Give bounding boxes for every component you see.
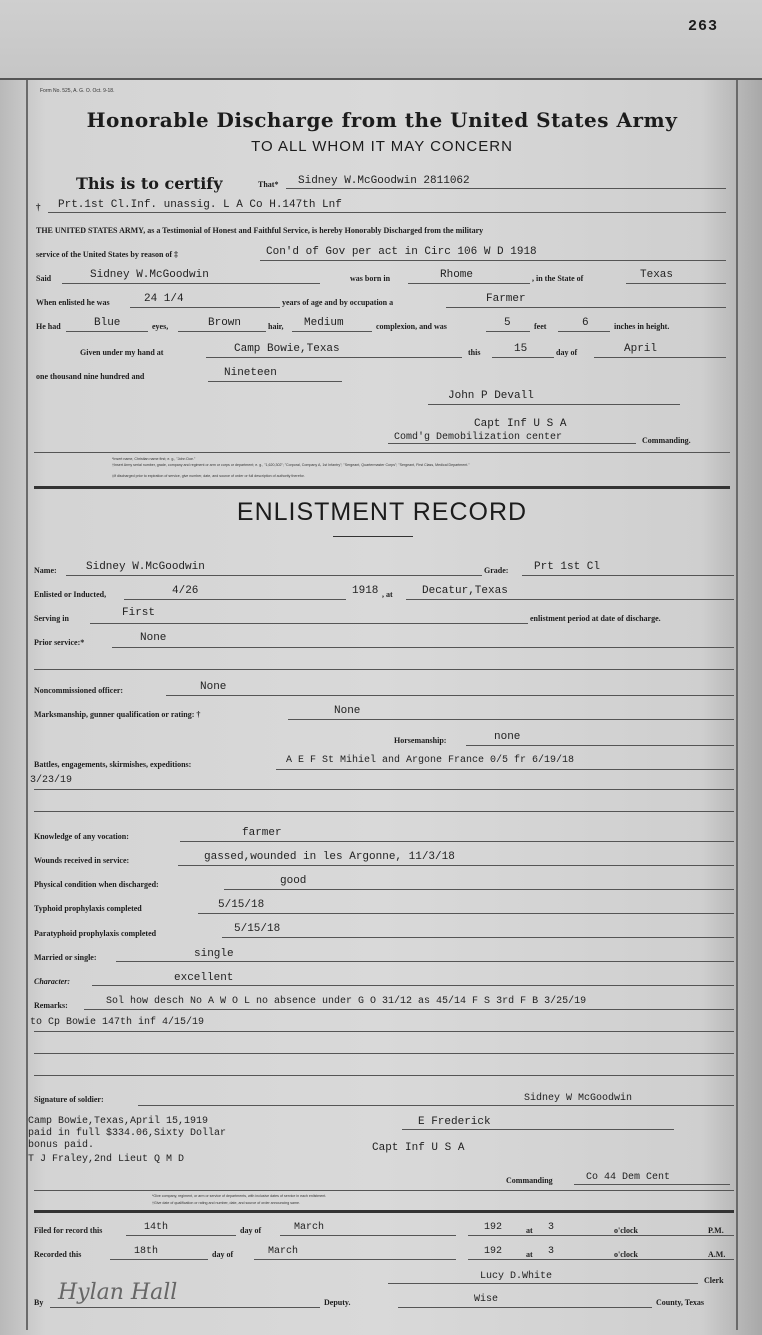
rule bbox=[126, 1235, 236, 1236]
typhoid-label: Typhoid prophylaxis completed bbox=[34, 904, 142, 913]
filed-day: 14th bbox=[144, 1222, 169, 1233]
paratyphoid-label: Paratyphoid prophylaxis completed bbox=[34, 929, 157, 938]
rule bbox=[48, 212, 726, 213]
rule bbox=[402, 1129, 674, 1130]
inducted-label: Enlisted or Inducted, bbox=[34, 590, 107, 599]
rule bbox=[62, 283, 320, 284]
remarks-label: Remarks: bbox=[34, 1001, 68, 1010]
battles-label: Battles, engagements, skirmishes, expeditions: bbox=[34, 760, 192, 769]
paid-line-4: T J Fraley,2nd Lieut Q M D bbox=[28, 1154, 185, 1165]
rule bbox=[208, 381, 342, 382]
recorded-at-label: at bbox=[526, 1250, 533, 1259]
recorded-hour: 3 bbox=[548, 1246, 555, 1257]
am-label: A.M. bbox=[708, 1250, 726, 1259]
wounds-label: Wounds received in service: bbox=[34, 856, 130, 865]
state: Texas bbox=[640, 269, 674, 281]
marital-status: single bbox=[194, 948, 234, 960]
rule bbox=[34, 1075, 734, 1076]
physical-condition: good bbox=[280, 875, 307, 887]
feet-label: feet bbox=[534, 322, 547, 331]
rule bbox=[466, 745, 734, 746]
eye-color: Blue bbox=[94, 317, 121, 329]
grade: Prt 1st Cl bbox=[534, 561, 601, 573]
battles-line-2: 3/23/19 bbox=[30, 775, 73, 786]
prior-label: Prior service:* bbox=[34, 638, 85, 647]
nco-label: Noncommissioned officer: bbox=[34, 686, 124, 695]
given-day: 15 bbox=[514, 343, 528, 355]
officer-name: John P Devall bbox=[448, 390, 534, 402]
rule bbox=[180, 841, 734, 842]
dagger-mark: † bbox=[36, 202, 41, 212]
eyes-label: eyes, bbox=[152, 322, 169, 331]
year-label: one thousand nine hundred and bbox=[36, 372, 145, 381]
rule bbox=[626, 283, 726, 284]
pm-label: P.M. bbox=[708, 1226, 724, 1235]
battles-line-1: A E F St Mihiel and Argone France 0/5 fr 6/19/18 bbox=[286, 755, 575, 766]
remarks-line-1: Sol how desch No A W O L no absence under G O 31/12 as 45/14 F S 3rd F B 3/25/19 bbox=[106, 996, 587, 1007]
rule bbox=[388, 1283, 698, 1284]
officer-rank: Capt Inf U S A bbox=[474, 418, 567, 430]
army-text-2: service of the United States by reason of ‡ bbox=[36, 250, 179, 259]
hair-label: hair, bbox=[268, 322, 284, 331]
inches-label: inches in height. bbox=[614, 322, 670, 331]
born-place: Rhome bbox=[440, 269, 474, 281]
vocation: farmer bbox=[242, 827, 282, 839]
physical-label: Physical condition when discharged: bbox=[34, 880, 159, 889]
paid-line-1: Camp Bowie,Texas,April 15,1919 bbox=[28, 1116, 209, 1127]
rule bbox=[84, 1009, 734, 1010]
rule bbox=[286, 188, 726, 189]
rule bbox=[492, 357, 554, 358]
rule bbox=[116, 961, 734, 962]
rule bbox=[398, 1307, 652, 1308]
enlistment-title: ENLISTMENT RECORD bbox=[236, 498, 528, 526]
soldier-signature: Sidney W McGoodwin bbox=[524, 1093, 633, 1104]
marksmanship-label: Marksmanship, gunner qualification or rating: † bbox=[34, 710, 201, 719]
typhoid-date: 5/15/18 bbox=[218, 899, 265, 911]
rule bbox=[178, 865, 734, 866]
rule bbox=[198, 913, 734, 914]
rule bbox=[280, 1235, 456, 1236]
born-label: was born in bbox=[350, 274, 391, 283]
rule bbox=[124, 599, 346, 600]
rule bbox=[34, 811, 734, 812]
said-label: Said bbox=[36, 274, 52, 283]
rule bbox=[66, 331, 148, 332]
age: 24 1/4 bbox=[144, 293, 184, 305]
deputy-label: Deputy. bbox=[324, 1298, 351, 1307]
recorded-year: 192 bbox=[484, 1246, 503, 1257]
footnote-1: *Insert name, Christian name first; e. g., "John Doe." bbox=[112, 457, 196, 461]
occupation-label: years of age and by occupation a bbox=[282, 298, 394, 307]
marksmanship: None bbox=[334, 705, 361, 717]
serving: First bbox=[122, 607, 156, 619]
rule bbox=[34, 1190, 734, 1191]
recorded-oclock-label: o'clock bbox=[614, 1250, 638, 1259]
rule bbox=[90, 623, 528, 624]
given-label: Given under my hand at bbox=[80, 348, 164, 357]
by-label: By bbox=[34, 1298, 44, 1307]
rule bbox=[468, 1259, 734, 1260]
rule bbox=[34, 669, 734, 670]
officer2-name: E Frederick bbox=[418, 1116, 491, 1128]
discharge-subtitle: TO ALL WHOM IT MAY CONCERN bbox=[251, 138, 513, 155]
rule bbox=[110, 1259, 208, 1260]
rule bbox=[406, 599, 734, 600]
recorded-day-of-label: day of bbox=[212, 1250, 234, 1259]
rule bbox=[112, 647, 734, 648]
year-words: Nineteen bbox=[224, 367, 277, 379]
rule bbox=[276, 769, 734, 770]
page-number: 263 bbox=[687, 18, 718, 35]
serving-label: Serving in bbox=[34, 614, 69, 623]
rule bbox=[388, 443, 636, 444]
paid-line-2: paid in full $334.06,Sixty Dollar bbox=[28, 1128, 227, 1139]
rule bbox=[428, 404, 680, 405]
character-label: Character: bbox=[34, 977, 70, 986]
county-name: Wise bbox=[474, 1294, 499, 1305]
rule bbox=[408, 283, 530, 284]
footnote-2: †Insert Army serial number, grade, company and regiment or arm or corps or department; e. g., "1,620,302"; "Corporal, Company A, 1st Infantry"; "Sergeant, Quartermaster Corps"; "Sergeant, First Class, Medical Department." bbox=[112, 463, 470, 467]
recorded-month: March bbox=[268, 1246, 299, 1257]
soldier-name-number: Sidney W.McGoodwin 2811062 bbox=[298, 175, 470, 187]
hair-color: Brown bbox=[208, 317, 242, 329]
rule bbox=[34, 1053, 734, 1054]
discharge-reason: Con'd of Gov per act in Circ 106 W D 1918 bbox=[266, 246, 537, 258]
rule bbox=[288, 719, 734, 720]
rule bbox=[224, 889, 734, 890]
rule bbox=[92, 985, 734, 986]
rule bbox=[66, 575, 482, 576]
page-header-band bbox=[0, 0, 762, 80]
rule bbox=[522, 575, 734, 576]
commanding-label-2: Commanding bbox=[506, 1176, 553, 1185]
prior-service: None bbox=[140, 632, 167, 644]
paratyphoid-date: 5/15/18 bbox=[234, 923, 281, 935]
fine-print-2: †Give date of qualification or rating and number, date, and source of order announcing same. bbox=[152, 1201, 301, 1205]
title-underline bbox=[333, 536, 413, 537]
commanding-unit: Co 44 Dem Cent bbox=[586, 1172, 671, 1183]
complexion: Medium bbox=[304, 317, 344, 329]
county-label: County, Texas bbox=[656, 1298, 705, 1307]
rule bbox=[446, 307, 726, 308]
enlisted-label: When enlisted he was bbox=[36, 298, 110, 307]
deputy-signature: Hylan Hall bbox=[58, 1280, 178, 1305]
commanding-label: Commanding. bbox=[642, 436, 691, 445]
footnote-3: ‡If discharged prior to expiration of service, give number, date, and source of order or full description of authority therefor. bbox=[112, 474, 305, 478]
discharge-title: Honorable Discharge from the United States Army bbox=[86, 108, 678, 132]
inducted-year: 1918 bbox=[352, 585, 379, 597]
that-label: That* bbox=[258, 180, 279, 189]
rule bbox=[34, 452, 730, 453]
rule bbox=[34, 1031, 734, 1032]
wounds: gassed,wounded in les Argonne, 11/3/18 bbox=[204, 851, 455, 863]
horsemanship: none bbox=[494, 731, 521, 743]
rule bbox=[558, 331, 610, 332]
this-label: this bbox=[468, 348, 481, 357]
recorded-day: 18th bbox=[134, 1246, 159, 1257]
vocation-label: Knowledge of any vocation: bbox=[34, 832, 129, 841]
married-label: Married or single: bbox=[34, 953, 97, 962]
given-place: Camp Bowie,Texas bbox=[234, 343, 340, 355]
filed-month: March bbox=[294, 1222, 325, 1233]
rule bbox=[260, 260, 726, 261]
signature-label: Signature of soldier: bbox=[34, 1095, 104, 1104]
rule bbox=[166, 695, 734, 696]
at-label: , at bbox=[382, 590, 393, 599]
filed-year: 192 bbox=[484, 1222, 503, 1233]
rule bbox=[178, 331, 266, 332]
printer-line bbox=[330, 71, 440, 75]
occupation: Farmer bbox=[486, 293, 526, 305]
clerk-label: Clerk bbox=[704, 1276, 724, 1285]
rule bbox=[34, 789, 734, 790]
section-divider-2 bbox=[34, 1210, 734, 1213]
form-number: Form No. 525, A. G. O. Oct. 9-18. bbox=[40, 88, 115, 94]
discharge-form bbox=[26, 80, 738, 1330]
unit-line: Prt.1st Cl.Inf. unassig. L A Co H.147th Lnf bbox=[58, 199, 342, 211]
remarks-line-2: to Cp Bowie 147th inf 4/15/19 bbox=[30, 1017, 205, 1028]
officer2-rank: Capt Inf U S A bbox=[372, 1142, 465, 1154]
recorded-label: Recorded this bbox=[34, 1250, 82, 1259]
inducted-date: 4/26 bbox=[172, 585, 199, 597]
grade-label: Grade: bbox=[484, 566, 509, 575]
height-feet: 5 bbox=[504, 317, 511, 329]
rule bbox=[206, 357, 462, 358]
serving-tail: enlistment period at date of discharge. bbox=[530, 614, 661, 623]
rule bbox=[138, 1105, 734, 1106]
fine-print-1: *Give company, regiment, or arm or service of departments, with inclusive dates of service in each enlistment. bbox=[152, 1194, 327, 1198]
rule bbox=[254, 1259, 456, 1260]
had-label: He had bbox=[36, 322, 61, 331]
character: excellent bbox=[174, 972, 234, 984]
rule bbox=[130, 307, 280, 308]
filed-hour: 3 bbox=[548, 1222, 555, 1233]
filed-label: Filed for record this bbox=[34, 1226, 103, 1235]
name-label: Name: bbox=[34, 566, 57, 575]
certify-label: This is to certify bbox=[76, 174, 223, 193]
height-inches: 6 bbox=[582, 317, 589, 329]
horsemanship-label: Horsemanship: bbox=[394, 736, 447, 745]
said-name: Sidney W.McGoodwin bbox=[90, 269, 209, 281]
army-text-1: THE UNITED STATES ARMY, as a Testimonial of Honest and Faithful Service, is hereby Honorably Discharged from the military bbox=[36, 226, 484, 235]
nco: None bbox=[200, 681, 227, 693]
rule bbox=[574, 1184, 730, 1185]
filed-at-label: at bbox=[526, 1226, 533, 1235]
record-name: Sidney W.McGoodwin bbox=[86, 561, 205, 573]
officer-unit: Comd'g Demobilization center bbox=[394, 432, 563, 443]
rule bbox=[222, 937, 734, 938]
filed-day-of-label: day of bbox=[240, 1226, 262, 1235]
rule bbox=[468, 1235, 734, 1236]
given-month: April bbox=[624, 343, 658, 355]
rule bbox=[594, 357, 726, 358]
paid-line-3: bonus paid. bbox=[28, 1140, 95, 1151]
clerk-name: Lucy D.White bbox=[480, 1271, 553, 1282]
section-divider bbox=[34, 486, 730, 489]
inducted-place: Decatur,Texas bbox=[422, 585, 508, 597]
filed-oclock-label: o'clock bbox=[614, 1226, 638, 1235]
rule bbox=[292, 331, 372, 332]
day-label: day of bbox=[556, 348, 578, 357]
rule bbox=[50, 1307, 320, 1308]
state-label: , in the State of bbox=[532, 274, 584, 283]
rule bbox=[486, 331, 530, 332]
complexion-label: complexion, and was bbox=[376, 322, 447, 331]
